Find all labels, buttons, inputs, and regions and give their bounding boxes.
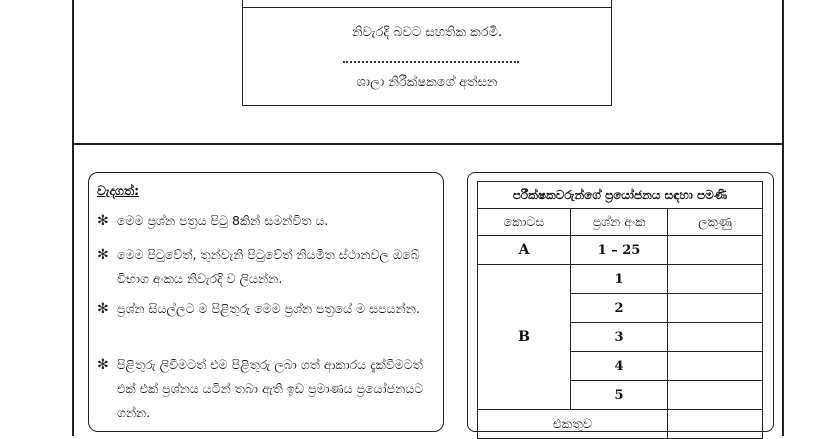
part-b-question: 4	[571, 352, 668, 381]
marks-cell[interactable]	[668, 236, 763, 265]
note-text: මෙම පිටුවේත්, තුන්වැනි පිටුවේත් නියමිත ස්ථානවල ඔබේ විභාග අංකය නිවැරදි ව ලියන්න.	[117, 247, 420, 286]
signature-label: ශාලා නිරීක්ෂකගේ අත්සන	[356, 75, 498, 90]
note-item	[97, 209, 437, 233]
examiner-marks-table	[477, 181, 763, 439]
asterisk-icon: ✻	[97, 301, 109, 317]
part-a-label: A	[478, 236, 571, 265]
cert-top-line	[243, 7, 611, 8]
note-text: ප්‍රශ්න සියල්ලට ම පිළිතුරු මෙම ප්‍රශ්න පත්‍රයේ ම සපයන්න.	[117, 301, 420, 316]
examiner-table-title: පරීක්ෂකවරුන්ගේ ප්‍රයෝජනය සඳහා පමණි	[478, 182, 763, 209]
total-marks-cell[interactable]	[668, 410, 763, 439]
note-text: පිළිතුරු ලිවීමටත් එම පිළිතුරු ලබා ගත් ආකාරය දැක්වීමටත් එක් එක් ප්‍රශ්නය යටින් තබා ඇති ඉඩ ප්‍රමාණය ප්‍රයෝජනයට ගන්න.	[117, 357, 424, 420]
note-item	[97, 353, 437, 425]
signature-dotted-line	[343, 61, 519, 63]
part-b-question: 3	[571, 323, 668, 352]
part-b-label: B	[478, 265, 571, 410]
header-part: කොටස	[478, 209, 571, 236]
marks-cell[interactable]	[668, 294, 763, 323]
part-b-question: 2	[571, 294, 668, 323]
note-item	[97, 243, 437, 291]
note-text: මෙම ප්‍රශ්න පත්‍රය පිටු 8කින් සමන්විත ය.	[117, 213, 329, 228]
part-b-question: 5	[571, 381, 668, 410]
marks-cell[interactable]	[668, 352, 763, 381]
cert-statement: නිවැරදි බවට සහතික කරමි.	[351, 25, 503, 40]
marks-cell[interactable]	[668, 265, 763, 294]
part-a-questions: 1 – 25	[571, 236, 668, 265]
header-question-number: ප්‍රශ්න අංක	[571, 209, 668, 236]
marks-cell[interactable]	[668, 323, 763, 352]
asterisk-icon: ✻	[97, 357, 109, 373]
section-divider	[72, 143, 784, 145]
asterisk-icon: ✻	[97, 247, 109, 263]
notes-title: වැදගත්:	[97, 183, 140, 198]
certification-box	[242, 0, 612, 106]
asterisk-icon: ✻	[97, 213, 109, 229]
note-item	[97, 297, 437, 321]
part-b-question: 1	[571, 265, 668, 294]
total-label: එකතුව	[478, 410, 668, 439]
important-notes-box	[88, 172, 444, 432]
marks-cell[interactable]	[668, 381, 763, 410]
header-marks: ලකුණු	[668, 209, 763, 236]
